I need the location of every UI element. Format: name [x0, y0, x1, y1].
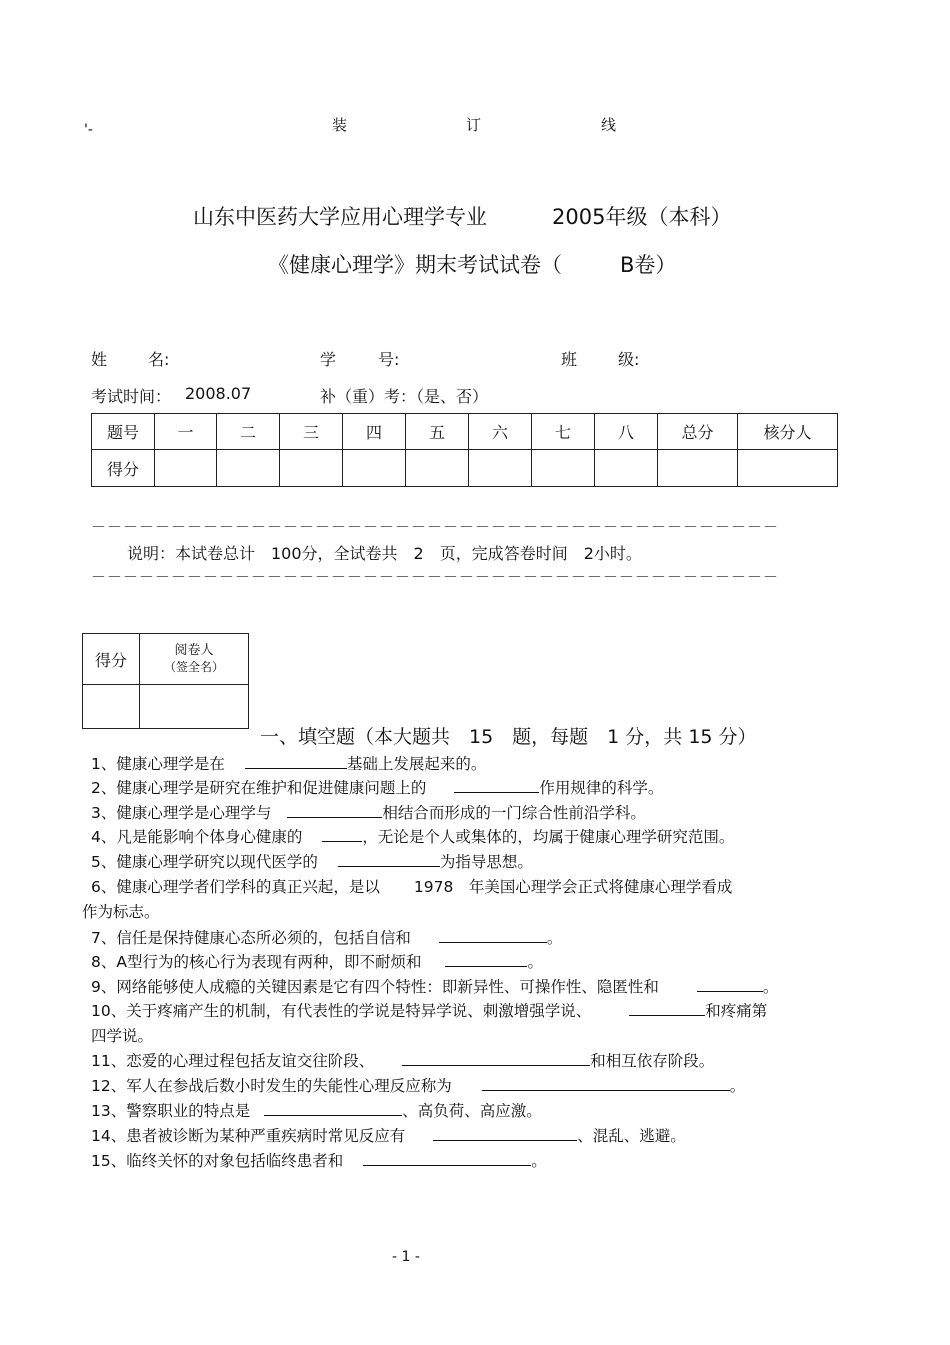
grader-signature-cell[interactable]: [140, 685, 249, 729]
score-cell[interactable]: [469, 450, 532, 487]
question-8: [91, 950, 543, 972]
score-table: [91, 413, 838, 487]
score-cell[interactable]: [217, 450, 280, 487]
score-table-score-row: [92, 450, 838, 487]
grader-box: [82, 633, 249, 729]
question-text: 相结合而形成的一门综合性前沿学科。: [382, 804, 646, 822]
name-label: 姓: [91, 350, 108, 369]
score-header-cell: 题号: [92, 414, 155, 450]
question-text: 8、A型行为的核心行为表现有两种，即不耐烦和: [91, 953, 422, 971]
score-cell[interactable]: [738, 450, 838, 487]
binding-char-1: 装: [332, 116, 348, 134]
question-text: ，无论是个人或集体的，均属于健康心理学研究范围。: [362, 828, 735, 846]
score-header-cell: 五: [406, 414, 469, 450]
answer-blank[interactable]: [402, 1050, 590, 1066]
question-text: 为指导思想。: [439, 853, 533, 871]
title-line1-school: 山东中医药大学应用心理学专业: [193, 205, 487, 229]
answer-blank[interactable]: [338, 851, 440, 867]
question-text: 、高负荷、高应激。: [402, 1102, 542, 1120]
page-number: - 1 -: [392, 1249, 420, 1265]
answer-blank[interactable]: [439, 927, 547, 943]
question-14: [91, 1124, 686, 1146]
question-text: 12、军人在参战后数小时发生的失能性心理反应称为: [91, 1077, 452, 1095]
question-text: 。: [546, 929, 563, 947]
question-text: 11、恋爱的心理过程包括友谊交往阶段、: [91, 1052, 375, 1070]
question-text: 7、信任是保持健康心态所必须的，包括自信和: [91, 929, 411, 947]
score-row-label: 得分: [92, 450, 155, 487]
section-1-title: 一、填空题（本大题共 15 题，每题 1 分，共 15 分）: [260, 726, 757, 748]
score-cell[interactable]: [280, 450, 343, 487]
question-text: 和相互依存阶段。: [590, 1052, 715, 1070]
answer-blank[interactable]: [697, 976, 763, 992]
exam-instructions: 说明：本试卷总计 100分，全试卷共 2 页，完成答卷时间 2小时。: [127, 544, 642, 563]
question-text: 5、健康心理学研究以现代医学的: [91, 853, 318, 871]
score-header-cell: 核分人: [738, 414, 838, 450]
question-text: 和疼痛第: [705, 1002, 768, 1020]
class-label-2: 级:: [618, 350, 640, 369]
question-text: 、混乱、逃避。: [577, 1127, 686, 1145]
question-text: 15、临终关怀的对象包括临终患者和: [91, 1152, 344, 1170]
score-header-cell: 七: [532, 414, 595, 450]
answer-blank[interactable]: [629, 1000, 705, 1016]
student-id-label: 学: [320, 350, 337, 369]
score-header-cell: 八: [595, 414, 658, 450]
question-text: 10、关于疼痛产生的机制，有代表性的学说是特异学说、刺激增强学说、: [91, 1002, 592, 1020]
exam-time-value: 2008.07: [185, 384, 252, 403]
answer-blank[interactable]: [287, 802, 382, 818]
score-header-cell: 一: [155, 414, 217, 450]
question-text: 2、健康心理学是研究在维护和促进健康问题上的: [91, 779, 427, 797]
question-text: 。: [527, 953, 543, 971]
answer-blank[interactable]: [363, 1150, 531, 1166]
answer-blank[interactable]: [245, 753, 347, 769]
title-line2-course: 《健康心理学》期末考试试卷（: [268, 253, 562, 277]
grader-reviewer-label: 阅卷人: [174, 643, 214, 658]
question-text: 4、凡是能影响个体身心健康的: [91, 828, 303, 846]
answer-blank[interactable]: [454, 777, 539, 793]
question-10-cont: 四学说。: [91, 1027, 154, 1045]
question-12: [91, 1074, 745, 1096]
answer-blank[interactable]: [322, 826, 362, 842]
score-header-cell: 总分: [658, 414, 738, 450]
question-text: 。: [762, 978, 779, 996]
retake-label: 补（重）考：（是、否）: [320, 387, 489, 406]
question-4: [91, 825, 734, 847]
answer-blank[interactable]: [264, 1100, 402, 1116]
question-7: [91, 926, 562, 948]
binding-char-3: 线: [601, 116, 617, 134]
question-text: 1978 年美国心理学会正式将健康心理学看成: [413, 878, 733, 896]
question-9: [91, 975, 778, 997]
question-text: 。: [729, 1077, 746, 1095]
question-text: 6、健康心理学者们学科的真正兴起，是以: [91, 878, 380, 896]
dash-separator-top: －－－－－－－－－－－－－－－－－－－－－－－－－－－－－－－－－－－－－－－－－－－: [91, 518, 780, 536]
class-label: 班: [561, 350, 578, 369]
question-11: [91, 1049, 714, 1071]
student-id-label-2: 号:: [378, 350, 400, 369]
name-label-2: 名:: [148, 350, 170, 369]
tick-mark: '-: [84, 122, 93, 138]
score-cell[interactable]: [532, 450, 595, 487]
score-cell[interactable]: [343, 450, 406, 487]
question-2: [91, 776, 663, 798]
question-text: 。: [531, 1152, 547, 1170]
score-header-cell: 三: [280, 414, 343, 450]
binding-char-2: 订: [466, 116, 482, 134]
score-header-cell: 六: [469, 414, 532, 450]
score-cell[interactable]: [658, 450, 738, 487]
question-text: 作用规律的科学。: [539, 779, 664, 797]
exam-time-label: 考试时间：: [91, 387, 172, 406]
answer-blank[interactable]: [433, 1125, 577, 1141]
score-header-cell: 二: [217, 414, 280, 450]
title-line1-grade: 2005年级（本科）: [552, 205, 732, 229]
score-cell[interactable]: [595, 450, 658, 487]
answer-blank[interactable]: [445, 951, 527, 967]
title-line2-paper: B卷）: [620, 253, 677, 277]
question-6-cont: 作为标志。: [82, 903, 160, 921]
dash-separator-bottom: －－－－－－－－－－－－－－－－－－－－－－－－－－－－－－－－－－－－－－－－－－－: [91, 568, 780, 586]
grader-reviewer-cell: [140, 634, 249, 685]
score-table-header-row: [92, 414, 838, 450]
answer-blank[interactable]: [482, 1075, 730, 1091]
grader-score-label: 得分: [83, 634, 140, 685]
question-text: 基础上发展起来的。: [346, 755, 487, 773]
question-text: 13、警察职业的特点是: [91, 1102, 251, 1120]
score-cell[interactable]: [406, 450, 469, 487]
question-15: [91, 1149, 547, 1171]
question-10: [91, 999, 767, 1021]
question-3: [91, 801, 646, 823]
score-header-cell: 四: [343, 414, 406, 450]
question-text: 1、健康心理学是在: [91, 755, 225, 773]
question-text: 9、网络能够使人成瘾的关键因素是它有四个特性：即新异性、可操作性、隐匿性和: [91, 978, 659, 996]
question-1: [91, 752, 486, 774]
grader-score-cell[interactable]: [83, 685, 140, 729]
score-cell[interactable]: [155, 450, 217, 487]
grader-sign-note: （签全名）: [163, 660, 224, 674]
question-5: [91, 850, 533, 872]
question-13: [91, 1099, 542, 1121]
question-text: 3、健康心理学是心理学与: [91, 804, 272, 822]
question-text: 14、患者被诊断为某种严重疾病时常见反应有: [91, 1127, 406, 1145]
question-6: [91, 875, 732, 897]
